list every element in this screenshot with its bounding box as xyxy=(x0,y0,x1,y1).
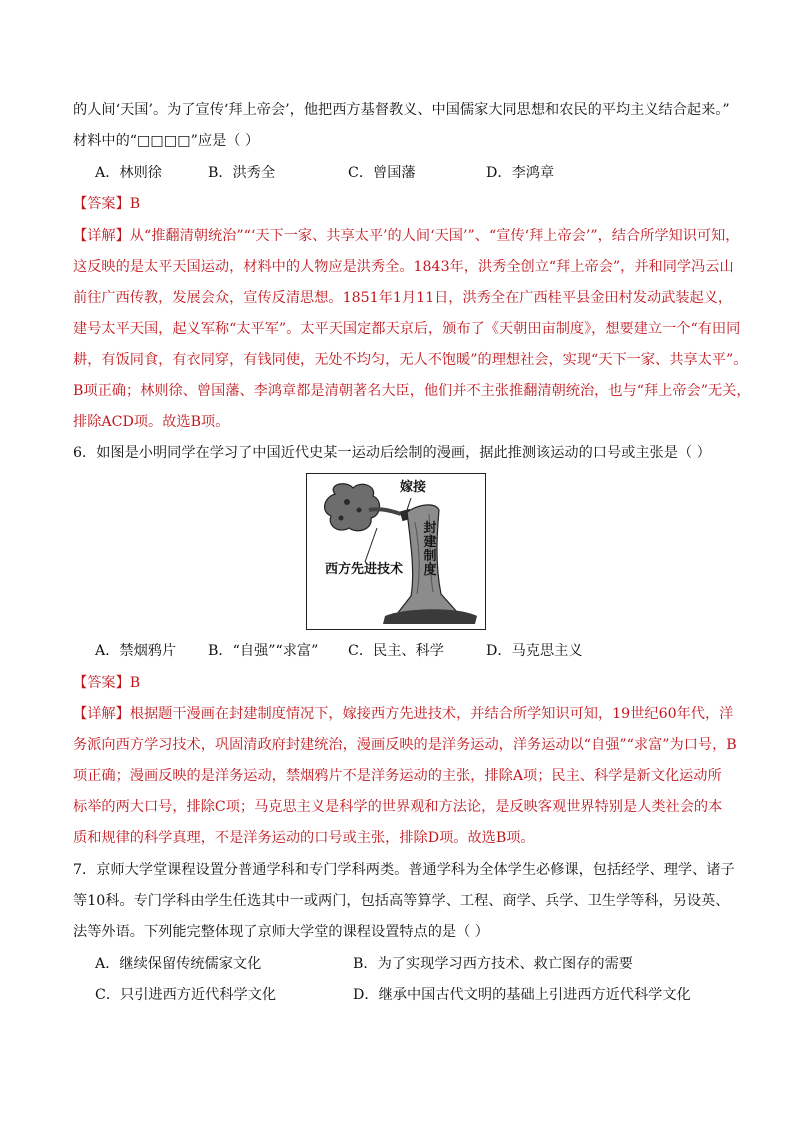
q7-option-a: A．继续保留传统儒家文化 xyxy=(95,956,262,972)
label-graft: 嫁接 xyxy=(400,480,427,495)
q7-option-d: D．继承中国古代文明的基础上引进西方近代科学文化 xyxy=(353,987,691,1003)
q5-stem-line-2: 材料中的“□□□□”应是（ ） xyxy=(73,133,260,149)
answer-label: 【答案】 xyxy=(73,675,130,691)
q5-option-d: D．李鸿章 xyxy=(486,165,555,181)
q5-option-a: A．林则徐 xyxy=(95,165,162,181)
detail-label: 【详解】 xyxy=(73,706,130,722)
q6-answer xyxy=(73,673,733,693)
q7-option-c: C．只引进西方近代科学文化 xyxy=(95,987,277,1003)
q7-option-b: B．为了实现学习西方技术、救亡图存的需要 xyxy=(353,956,633,972)
q7-stem-line-3: 法等外语。下列能完整体现了京师大学堂的课程设置特点的是（ ） xyxy=(73,924,489,940)
q6-stem: 6．如图是小明同学在学习了中国近代史某一运动后绘制的漫画，据此推测该运动的口号或主张是（ ） xyxy=(73,445,711,461)
q5-detail-line-7: 排除ACD项。故选B项。 xyxy=(73,414,230,430)
q5-answer xyxy=(73,194,733,214)
q5-detail-line-4: 建号太平天国，起义军称“太平军”。太平天国定都天京后，颁布了《天朝田亩制度》，想要建立一个“有田同 xyxy=(73,321,741,337)
q5-detail-line-1: 【详解】从“推翻清朝统治”“‘天下一家、共享太平’的人间‘天国’”、“宣传‘拜上帝会’”，结合所学知识可知， xyxy=(73,228,740,244)
q5-option-b: B．洪秀全 xyxy=(208,165,276,181)
q5-detail-line-3: 前往广西传教，发展会众，宣传反清思想。1851年1月11日，洪秀全在广西桂平县金田村发动武装起义， xyxy=(73,290,733,306)
q6-option-d: D．马克思主义 xyxy=(486,643,583,659)
detail-label: 【详解】 xyxy=(73,228,130,244)
q6-detail-line-5: 质和规律的科学真理，不是洋务运动的口号或主张，排除D项。故选B项。 xyxy=(73,830,535,846)
q6-detail-line-3: 项正确；漫画反映的是洋务运动，禁烟鸦片不是洋务运动的主张，排除A项；民主、科学是新文化运动所 xyxy=(73,768,722,784)
answer-label: 【答案】 xyxy=(73,196,130,212)
q7-stem-line-2: 等10科。专门学科由学生任选其中一或两门，包括高等算学、工程、商学、兵学、卫生学等科，另设英、 xyxy=(73,893,730,909)
q5-detail-line-5: 耕，有饭同食，有衣同穿，有钱同使，无处不均匀，无人不饱暖”的理想社会，实现“天下一家、共享太平”。 xyxy=(73,352,748,368)
q5-detail-line-2: 这反映的是太平天国运动，材料中的人物应是洪秀全。1843年，洪秀全创立“拜上帝会”，并和同学冯云山 xyxy=(73,259,734,275)
answer-value: B xyxy=(129,196,141,212)
tree-graft-illustration xyxy=(307,474,487,631)
q6-detail-line-4: 标举的两大口号，排除C项；马克思主义是科学的世界观和方法论，是反映客观世界特别是人类社会的本 xyxy=(73,799,723,815)
q6-detail-line-1: 【详解】根据题干漫画在封建制度情况下，嫁接西方先进技术，并结合所学知识可知，19世纪60年代，洋 xyxy=(73,706,734,722)
q5-option-c: C．曾国藩 xyxy=(348,165,416,181)
label-western-technology: 西方先进技术 xyxy=(325,562,404,577)
q7-stem-line-1: 7．京师大学堂课程设置分普通学科和专门学科两类。普通学科为全体学生必修课，包括经学、理学、诸子 xyxy=(73,862,735,878)
q6-option-c: C．民主、科学 xyxy=(348,643,444,659)
answer-value: B xyxy=(129,675,141,691)
q5-detail-line-6: B项正确；林则徐、曾国藩、李鸿章都是清朝著名大臣，他们并不主张推翻清朝统治，也与“拜上帝会”无关， xyxy=(73,383,751,399)
q6-option-b: B．“自强”“求富” xyxy=(208,643,319,659)
label-feudal-system: 封建制度 xyxy=(423,521,437,578)
q5-stem-line-1: 的人间‘天国’。为了宣传‘拜上帝会’，他把西方基督教义、中国儒家大同思想和农民的平均主义结合起来。” xyxy=(73,102,730,118)
q6-option-a: A．禁烟鸦片 xyxy=(95,643,177,659)
q6-cartoon-figure xyxy=(306,473,486,630)
q6-detail-line-2: 务派向西方学习技术，巩固清政府封建统治，漫画反映的是洋务运动，洋务运动以“自强”“求富”为口号，B xyxy=(73,737,737,753)
